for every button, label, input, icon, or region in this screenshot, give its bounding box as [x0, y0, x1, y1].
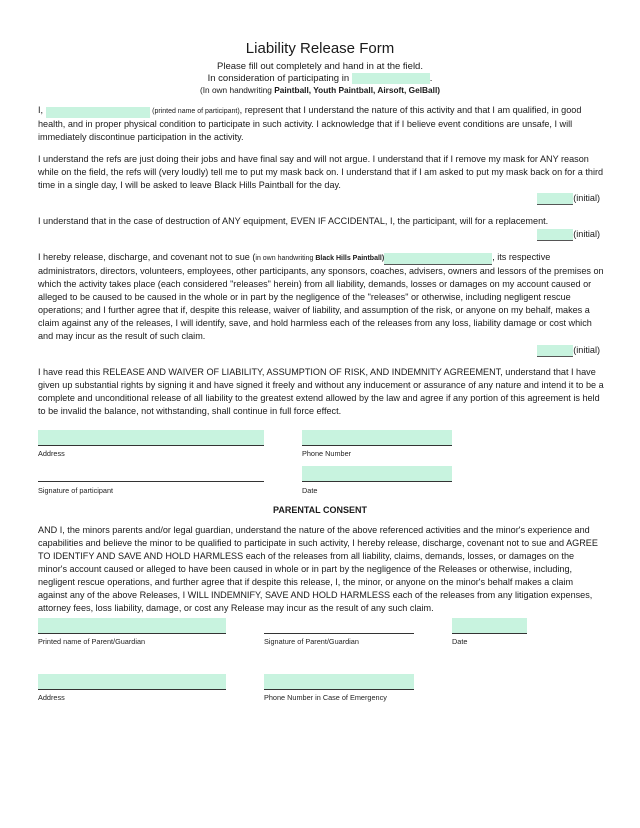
- referee-clause: I understand the refs are just doing their jobs and have final say and will not argue. I understand that if I remove my mask for ANY reason while on the field, the refs will (very loudly) tell me to put my mask back on. I understand that if I am asked to put my mask back on for a third time in a single day, I will be asked to leave Black Hills Paintball for the day.: [38, 154, 604, 190]
- address-label: Address: [38, 449, 65, 458]
- participant-name-input[interactable]: [46, 107, 150, 118]
- participant-prefix: I,: [38, 105, 44, 115]
- guardian-signature-label: Signature of Parent/Guardian: [264, 637, 359, 646]
- release-clause: [38, 251, 604, 343]
- handwriting-prefix: (In own handwriting: [199, 85, 275, 95]
- instruction-line: Please fill out completely and hand in at the field.: [217, 61, 423, 72]
- guardian-signature-line[interactable]: [264, 633, 414, 634]
- release-initial-input[interactable]: [537, 345, 573, 357]
- participation-prefix: In consideration of participating in: [207, 73, 350, 84]
- date-input[interactable]: [302, 466, 452, 482]
- release-initial-row: [537, 344, 600, 357]
- phone-input[interactable]: [302, 430, 452, 446]
- referee-initial-label: (initial): [573, 193, 600, 203]
- emergency-phone-input[interactable]: [264, 674, 414, 690]
- activity-input[interactable]: [352, 73, 430, 84]
- referee-initial-input[interactable]: [537, 193, 573, 205]
- participation-line: [0, 73, 640, 84]
- guardian-address-input[interactable]: [38, 674, 226, 690]
- printed-name-hint: (printed name of participant): [152, 108, 240, 115]
- release-hint: in own handwriting: [255, 255, 316, 262]
- guardian-date-label: Date: [452, 637, 468, 646]
- release-prefix: I hereby release, discharge, and covenant not to sue (: [38, 252, 256, 262]
- guardian-name-input[interactable]: [38, 618, 226, 634]
- equipment-initial-row: [537, 228, 600, 241]
- parental-consent-heading: PARENTAL CONSENT: [272, 505, 367, 515]
- handwriting-note: [0, 85, 640, 95]
- referee-initial-row: [537, 192, 600, 205]
- address-input[interactable]: [38, 430, 264, 446]
- form-title: Liability Release Form: [245, 40, 395, 57]
- release-text: , its respective administrators, directors, volunteers, employees, other participants, any sponsors, coaches, advisers, owners and lessors of the premises on which the activity takes place (each considered "releases" herein) from all liability, demands, losses or damages on my account caused or alleged to be caused to be caused in the whole or in part by the negligence of the "releases" or otherwise, including negligent rescue operations; and I further agree that if, despite this release, waiver of liability, and assumption of the risk, or anyone on my behalf, makes a claim against any of the releases, I will identify, save, and hold harmless each of the releases from any loss, liability damage or cost which and may incur as the result of such claim.: [38, 252, 604, 341]
- agreement-clause: I have read this RELEASE AND WAIVER OF LIABILITY, ASSUMPTION OF RISK, AND INDEMNITY AGREEMENT, understand that I have given up substantial rights by signing it and have signed it freely and without any inducement or assurance of any nature and intend it to be a complete and unconditional release of all liability to the greatest extend allowed by the law and agree if any portion of this agreement is held to be invalid the balance, not withstanding, shall continue in full force effect.: [38, 367, 604, 416]
- signature-label: Signature of participant: [38, 486, 114, 495]
- release-initial-label: (initial): [573, 345, 600, 355]
- guardian-date-input[interactable]: [452, 618, 527, 634]
- equipment-initial-input[interactable]: [537, 229, 573, 241]
- participant-statement: [38, 104, 604, 144]
- participant-statement-text: , represent that I understand the nature of this activity and that I am qualified, in good health, and in proper physical condition to participate in such activity. I acknowledge that if I believe event conditions are unsafe, I will immediately discontinue participation in the activity.: [38, 105, 582, 142]
- date-label: Date: [302, 486, 318, 495]
- phone-label: Phone Number: [302, 449, 352, 458]
- emergency-phone-label: Phone Number in Case of Emergency: [264, 693, 387, 702]
- release-party-input[interactable]: [384, 253, 492, 265]
- participation-suffix: .: [429, 73, 433, 84]
- release-hint-bold: Black Hills Paintball): [315, 255, 385, 262]
- guardian-name-label: Printed name of Parent/Guardian: [38, 637, 146, 646]
- participant-signature-line[interactable]: [38, 481, 264, 482]
- equipment-initial-label: (initial): [573, 229, 600, 239]
- parental-consent-text: AND I, the minors parents and/or legal guardian, understand the nature of the above referenced activities and the minor's experience and capabilities and believe the minor to be qualified to participate in such activity, I hereby release, discharge, covenant not to sue and AGREE TO IDENTIFY AND SAVE AND HOLD HARMLESS each of the releases from all liability, claims, demands, losses, or damages on the minor's account caused or alleged to have been caused in whole or in part by the negligence of the Releases or otherwise, including, negligent rescue operations, and further agree that if despite this release, I, the minor, or anyone on the minor's behalf makes a claim against any of the above Releases, I WILL INDEMNIFY, SAVE AND HOLD HARMLESS each of the releases from any litigation expenses, attorney fees, loss liability, damage, or cost any Release may incur as the result of any such claim.: [38, 525, 598, 613]
- guardian-address-label: Address: [38, 693, 65, 702]
- activity-options: Paintball, Youth Paintball, Airsoft, GelBall): [274, 85, 441, 95]
- equipment-clause: I understand that in the case of destruction of ANY equipment, EVEN IF ACCIDENTAL, I, the participant, will for a replacement.: [38, 216, 549, 226]
